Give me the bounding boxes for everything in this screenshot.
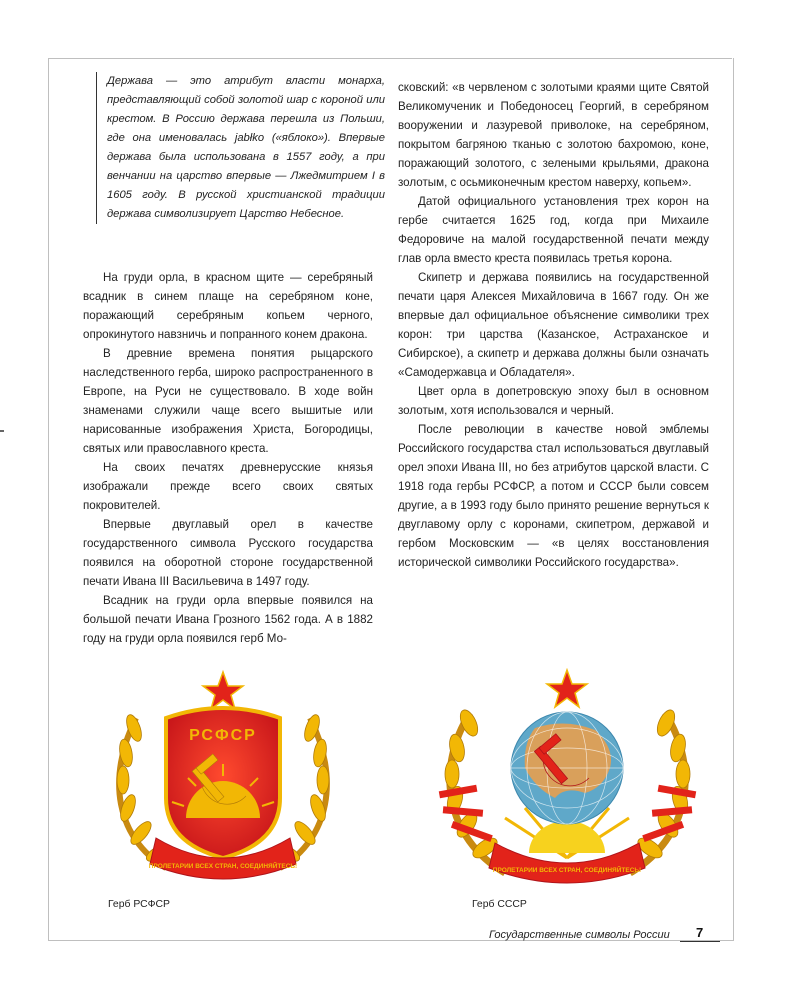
paragraph: На груди орла, в красном щите — серебряный всадник в синем плаще на серебряном коне, поражающий серебряным копьем черного, опрокинутого навзничь и попранного конем дракона.: [83, 271, 373, 341]
edge-mark: [0, 430, 4, 432]
ussr-emblem-image: [425, 668, 710, 890]
left-column: [83, 268, 373, 648]
ribbon-motto: ПРОЛЕТАРИИ ВСЕХ СТРАН, СОЕДИНЯЙТЕСЬ!: [148, 863, 298, 870]
paragraph: Скипетр и держава появились на государственной печати царя Алексея Михайловича в 1667 году. Он же впервые дал официальное объяснение символики трех корон: три царства (Казанское, Астраханское и Сибирское), а скипетр и держава должны были означать «Самодержавца и Обладателя».: [398, 271, 709, 379]
ribbon-motto: ПРОЛЕТАРИИ ВСЕХ СТРАН, СОЕДИНЯЙТЕСЬ!: [492, 867, 642, 874]
ussr-caption: Герб СССР: [472, 899, 527, 910]
running-footer-title: Государственные символы России: [489, 929, 670, 941]
star-icon: [547, 670, 587, 707]
paragraph: Цвет орла в допетровскую эпоху был в основном золотым, хотя использовался и черный.: [398, 385, 709, 417]
shield-label: РСФСР: [189, 727, 257, 744]
page-number: 7: [696, 925, 704, 940]
paragraph-continuation: сковский: «в червленом с золотыми краями щите Святой Великомученик и Победоносец Георгий, в серебряном вооружении и лазуревой приволоке, на серебряном, покрытом багряною тканью с золотою бахромою, коне, поражающий золотого, с зелеными крыльями, дракона золотым, с осьмиконечным крестом наверху, копьем».: [398, 81, 709, 189]
paragraph: Впервые двуглавый орел в качестве государственного символа Русского государства появился на оборотной стороне государственной печати Ивана III Васильевича в 1497 году.: [83, 518, 373, 588]
right-column: [398, 78, 709, 572]
rsfsr-emblem-image: [96, 668, 350, 890]
paragraph: В древние времена понятия рыцарского наследственного герба, широко распространенного в Европе, на Руси не существовало. В ходе войн знаменами служили чаще всего вышитые или нарисованные изображения Христа, Богородицы, святых или православного креста.: [83, 347, 373, 455]
paragraph: Всадник на груди орла впервые появился на большой печати Ивана Грозного 1562 года. А в 1882 году на груди орла появился герб Мо-: [83, 594, 373, 645]
rsfsr-caption: Герб РСФСР: [108, 899, 170, 910]
star-icon: [203, 672, 243, 709]
paragraph: На своих печатях древнерусские князья изображали прежде всего своих святых покровителей.: [83, 461, 373, 512]
paragraph: Датой официального установления трех корон на гербе считается 1625 год, когда при Михаиле Федоровиче на малой государственной печати между глав орла вместо креста появилась третья корона.: [398, 195, 709, 265]
footer-rule: [680, 941, 720, 942]
paragraph: После революции в качестве новой эмблемы Российского государства стал использоваться двуглавый орел эпохи Ивана III, но без атрибутов царской власти. С 1918 года гербы РСФСР, а потом и СССР были совсем другие, а в 1993 году было принято решение вернуться к двуглавому орлу с коронами, скипетром, державой и гербом Московским — «в целях восстановления исторической символики Российского государства».: [398, 423, 709, 569]
sidebar-quote: Держава — это атрибут власти монарха, представляющий собой золотой шар с короной или крестом. В Россию держава перешла из Польши, где она именовалась jabłko («яблоко»). Впервые держава была использована в 1557 году, а при венчании на царство впервые — Лжедмитрием I в 1605 году. В русской христианской традиции держава символизирует Царство Небесное.: [96, 72, 385, 224]
